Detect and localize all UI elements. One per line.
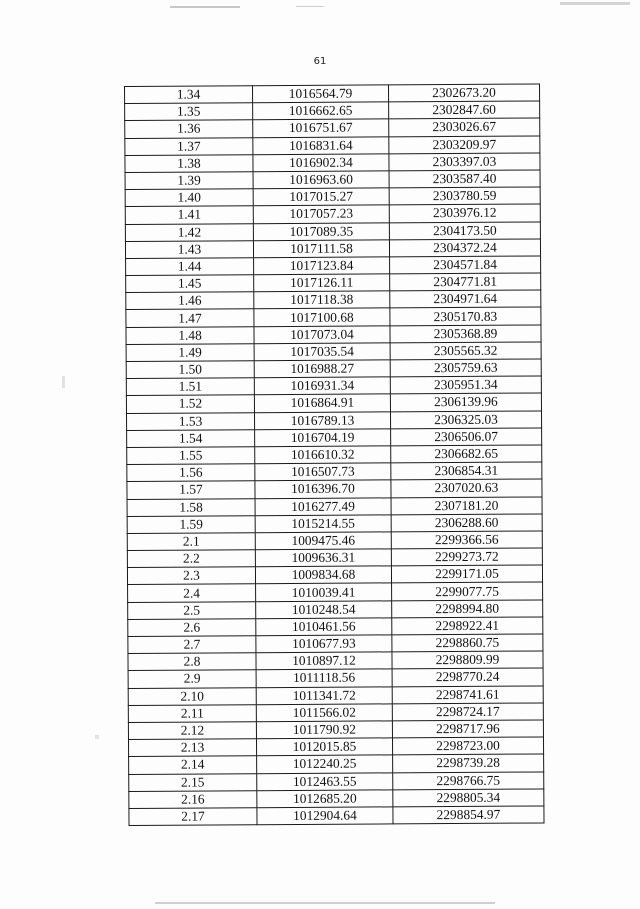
table-row: [126, 359, 541, 379]
scan-artifact: [296, 6, 324, 7]
point-id-cell: 1.41: [125, 206, 253, 224]
x-coordinate-cell: 1010897.12: [256, 652, 392, 670]
x-coordinate-cell: 1011790.92: [256, 721, 392, 739]
x-coordinate-cell: 1015214.55: [255, 515, 391, 533]
y-coordinate-cell: 2306854.31: [391, 462, 542, 480]
y-coordinate-cell: 2303780.59: [389, 187, 540, 205]
y-coordinate-cell: 2305759.63: [390, 359, 541, 377]
table-row: [125, 136, 540, 156]
table-row: [125, 101, 540, 121]
y-coordinate-cell: 2303026.67: [389, 118, 540, 136]
x-coordinate-cell: 1016277.49: [255, 497, 391, 515]
x-coordinate-cell: 1017123.84: [254, 257, 390, 275]
x-coordinate-cell: 1017111.58: [253, 240, 389, 258]
table-row: [129, 771, 544, 791]
x-coordinate-cell: 1011566.02: [256, 704, 392, 722]
x-coordinate-cell: 1012904.64: [257, 807, 393, 825]
y-coordinate-cell: 2304571.84: [390, 256, 541, 274]
y-coordinate-cell: 2298770.24: [392, 668, 543, 686]
table-row: [125, 153, 540, 173]
x-coordinate-cell: 1012685.20: [257, 790, 393, 808]
point-id-cell: 1.37: [125, 137, 253, 155]
point-id-cell: 1.46: [126, 292, 254, 310]
x-coordinate-cell: 1016662.65: [253, 102, 389, 120]
y-coordinate-cell: 2305565.32: [390, 342, 541, 360]
scan-artifact: [560, 2, 630, 5]
point-id-cell: 1.43: [125, 240, 253, 258]
x-coordinate-cell: 1017100.68: [254, 308, 390, 326]
y-coordinate-cell: 2298741.61: [392, 686, 543, 704]
table-row: [127, 496, 542, 516]
table-row: [128, 703, 543, 723]
point-id-cell: 2.13: [128, 739, 256, 757]
scan-artifact: [95, 735, 99, 739]
x-coordinate-cell: 1010039.41: [256, 583, 392, 601]
y-coordinate-cell: 2306139.96: [390, 393, 541, 411]
y-coordinate-cell: 2303587.40: [389, 170, 540, 188]
table-row: [126, 393, 541, 413]
point-id-cell: 1.36: [125, 120, 253, 138]
table-row: [126, 411, 541, 431]
x-coordinate-cell: 1016704.19: [255, 429, 391, 447]
x-coordinate-cell: 1009475.46: [255, 532, 391, 550]
point-id-cell: 2.6: [128, 619, 256, 637]
table-row: [125, 84, 540, 104]
point-id-cell: 1.59: [127, 515, 255, 533]
table-row: [127, 531, 542, 551]
point-id-cell: 1.55: [127, 447, 255, 465]
table-row: [127, 428, 542, 448]
y-coordinate-cell: 2298723.00: [392, 737, 543, 755]
scan-artifact: [155, 902, 495, 904]
y-coordinate-cell: 2306325.03: [390, 411, 541, 429]
x-coordinate-cell: 1010248.54: [256, 600, 392, 618]
table-row: [127, 514, 542, 534]
y-coordinate-cell: 2299077.75: [392, 582, 543, 600]
y-coordinate-cell: 2304372.24: [389, 239, 540, 257]
point-id-cell: 1.51: [126, 378, 254, 396]
table-row: [127, 479, 542, 499]
table-row: [129, 806, 544, 826]
x-coordinate-cell: 1010677.93: [256, 635, 392, 653]
x-coordinate-cell: 1016751.67: [253, 119, 389, 137]
table-row: [127, 565, 542, 585]
point-id-cell: 1.48: [126, 326, 254, 344]
table-row: [126, 256, 541, 276]
point-id-cell: 1.38: [125, 154, 253, 172]
x-coordinate-cell: 1009636.31: [255, 549, 391, 567]
point-id-cell: 2.7: [128, 636, 256, 654]
point-id-cell: 1.57: [127, 481, 255, 499]
x-coordinate-cell: 1017057.23: [253, 205, 389, 223]
y-coordinate-cell: 2305170.83: [390, 307, 541, 325]
x-coordinate-cell: 1016610.32: [255, 446, 391, 464]
y-coordinate-cell: 2303209.97: [389, 136, 540, 154]
table-row: [126, 376, 541, 396]
y-coordinate-cell: 2298994.80: [392, 600, 543, 618]
point-id-cell: 2.16: [129, 790, 257, 808]
point-id-cell: 1.53: [126, 412, 254, 430]
point-id-cell: 1.54: [127, 429, 255, 447]
point-id-cell: 2.17: [129, 808, 257, 826]
y-coordinate-cell: 2299171.05: [391, 565, 542, 583]
table-row: [125, 170, 540, 190]
x-coordinate-cell: 1017035.54: [254, 343, 390, 361]
point-id-cell: 1.45: [126, 275, 254, 293]
point-id-cell: 2.1: [127, 533, 255, 551]
y-coordinate-cell: 2298739.28: [393, 754, 544, 772]
x-coordinate-cell: 1016831.64: [253, 136, 389, 154]
coordinates-table: [124, 83, 545, 826]
table-row: [128, 634, 543, 654]
point-id-cell: 2.15: [129, 773, 257, 791]
table-row: [128, 668, 543, 688]
table-row: [125, 204, 540, 224]
point-id-cell: 2.2: [127, 550, 255, 568]
y-coordinate-cell: 2298805.34: [393, 789, 544, 807]
x-coordinate-cell: 1012015.85: [256, 738, 392, 756]
x-coordinate-cell: 1016396.70: [255, 480, 391, 498]
point-id-cell: 1.47: [126, 309, 254, 327]
y-coordinate-cell: 2302847.60: [389, 101, 540, 119]
table-row: [128, 720, 543, 740]
table-row: [126, 325, 541, 345]
point-id-cell: 1.58: [127, 498, 255, 516]
point-id-cell: 2.10: [128, 687, 256, 705]
x-coordinate-cell: 1012240.25: [257, 755, 393, 773]
y-coordinate-cell: 2298724.17: [392, 703, 543, 721]
x-coordinate-cell: 1016963.60: [253, 171, 389, 189]
point-id-cell: 1.34: [125, 86, 253, 104]
x-coordinate-cell: 1016988.27: [254, 360, 390, 378]
scan-artifact: [170, 6, 240, 8]
y-coordinate-cell: 2298854.97: [393, 806, 544, 824]
x-coordinate-cell: 1016789.13: [254, 411, 390, 429]
y-coordinate-cell: 2305368.89: [390, 325, 541, 343]
point-id-cell: 2.9: [128, 670, 256, 688]
x-coordinate-cell: 1017118.38: [254, 291, 390, 309]
x-coordinate-cell: 1012463.55: [257, 772, 393, 790]
coordinates-table-body: [125, 84, 545, 826]
table-row: [128, 582, 543, 602]
y-coordinate-cell: 2304771.81: [390, 273, 541, 291]
point-id-cell: 2.14: [129, 756, 257, 774]
x-coordinate-cell: 1011341.72: [256, 686, 392, 704]
table-row: [127, 462, 542, 482]
x-coordinate-cell: 1017015.27: [253, 188, 389, 206]
point-id-cell: 1.35: [125, 103, 253, 121]
table-row: [127, 548, 542, 568]
point-id-cell: 2.12: [128, 722, 256, 740]
x-coordinate-cell: 1016507.73: [255, 463, 391, 481]
point-id-cell: 1.44: [126, 258, 254, 276]
x-coordinate-cell: 1009834.68: [255, 566, 391, 584]
point-id-cell: 1.49: [126, 344, 254, 362]
y-coordinate-cell: 2303397.03: [389, 153, 540, 171]
x-coordinate-cell: 1011118.56: [256, 669, 392, 687]
table-row: [128, 686, 543, 706]
y-coordinate-cell: 2302673.20: [388, 84, 539, 102]
point-id-cell: 1.50: [126, 361, 254, 379]
y-coordinate-cell: 2304971.64: [390, 290, 541, 308]
x-coordinate-cell: 1017126.11: [254, 274, 390, 292]
point-id-cell: 1.39: [125, 172, 253, 190]
table-row: [125, 187, 540, 207]
table-row: [128, 600, 543, 620]
point-id-cell: 1.40: [125, 189, 253, 207]
table-row: [126, 342, 541, 362]
scan-artifact: [62, 376, 65, 388]
point-id-cell: 1.56: [127, 464, 255, 482]
x-coordinate-cell: 1016902.34: [253, 154, 389, 172]
x-coordinate-cell: 1016564.79: [253, 85, 389, 103]
x-coordinate-cell: 1010461.56: [256, 618, 392, 636]
x-coordinate-cell: 1017073.04: [254, 326, 390, 344]
x-coordinate-cell: 1016931.34: [254, 377, 390, 395]
y-coordinate-cell: 2298717.96: [392, 720, 543, 738]
x-coordinate-cell: 1017089.35: [253, 222, 389, 240]
y-coordinate-cell: 2299273.72: [391, 548, 542, 566]
table-row: [128, 617, 543, 637]
y-coordinate-cell: 2303976.12: [389, 204, 540, 222]
y-coordinate-cell: 2298809.99: [392, 651, 543, 669]
y-coordinate-cell: 2307020.63: [391, 479, 542, 497]
table-row: [128, 651, 543, 671]
y-coordinate-cell: 2304173.50: [389, 221, 540, 239]
table-row: [126, 273, 541, 293]
point-id-cell: 1.42: [125, 223, 253, 241]
y-coordinate-cell: 2299366.56: [391, 531, 542, 549]
point-id-cell: 2.8: [128, 653, 256, 671]
y-coordinate-cell: 2305951.34: [390, 376, 541, 394]
x-coordinate-cell: 1016864.91: [254, 394, 390, 412]
table-row: [126, 290, 541, 310]
y-coordinate-cell: 2306288.60: [391, 514, 542, 532]
table-row: [127, 445, 542, 465]
table-row: [128, 737, 543, 757]
y-coordinate-cell: 2298766.75: [393, 771, 544, 789]
y-coordinate-cell: 2298922.41: [392, 617, 543, 635]
y-coordinate-cell: 2306682.65: [391, 445, 542, 463]
point-id-cell: 2.11: [128, 704, 256, 722]
table-row: [125, 118, 540, 138]
y-coordinate-cell: 2306506.07: [391, 428, 542, 446]
table-row: [129, 754, 544, 774]
point-id-cell: 2.5: [128, 601, 256, 619]
table-row: [129, 789, 544, 809]
point-id-cell: 2.3: [127, 567, 255, 585]
y-coordinate-cell: 2298860.75: [392, 634, 543, 652]
point-id-cell: 2.4: [128, 584, 256, 602]
y-coordinate-cell: 2307181.20: [391, 496, 542, 514]
page-number: 61: [313, 56, 327, 67]
table-row: [125, 221, 540, 241]
point-id-cell: 1.52: [126, 395, 254, 413]
table-row: [126, 307, 541, 327]
table-row: [125, 239, 540, 259]
